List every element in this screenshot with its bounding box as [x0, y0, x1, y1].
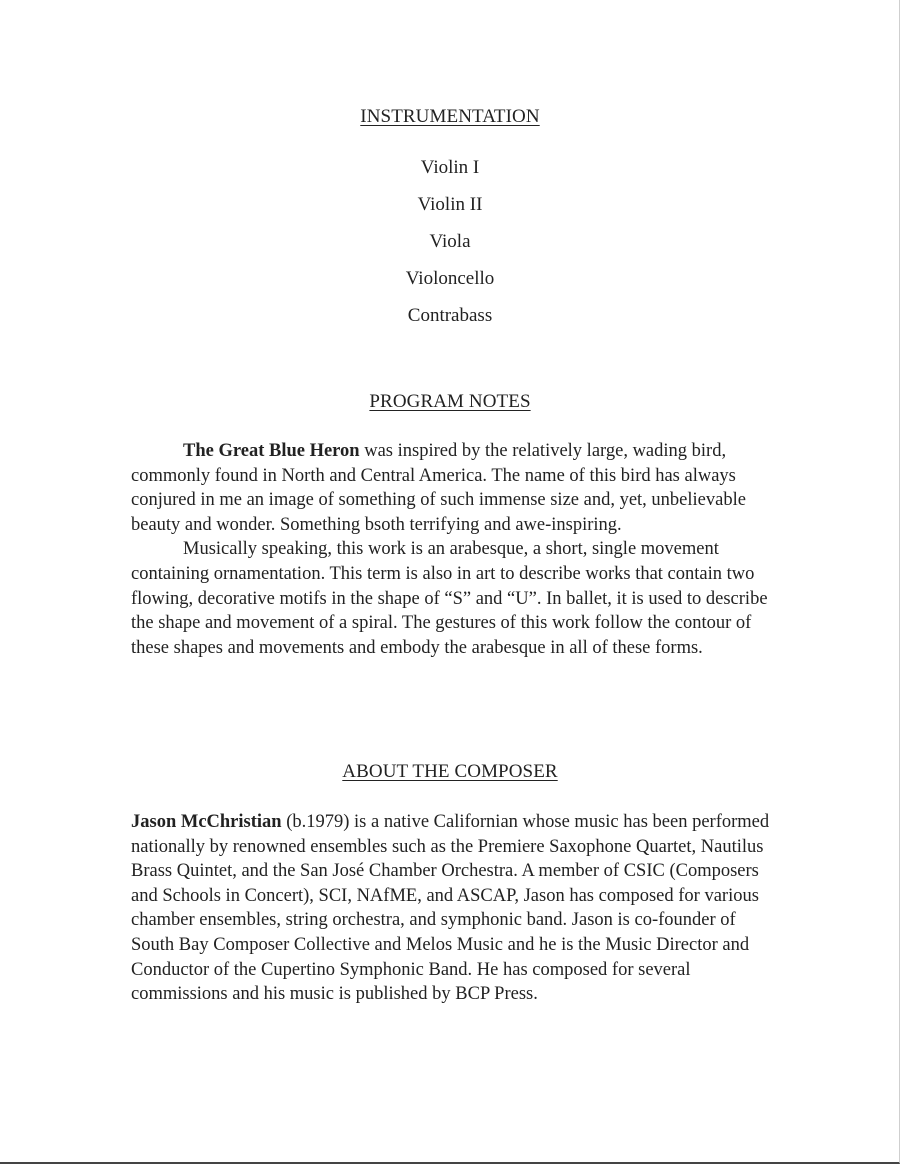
- program-notes-body: [131, 439, 771, 660]
- instrument-item: Contrabass: [407, 305, 493, 326]
- instrument-item: Violoncello: [405, 268, 495, 289]
- composer-name: Jason McChristian: [131, 812, 282, 832]
- work-title: The Great Blue Heron: [183, 441, 360, 461]
- instrument-item: Violin II: [417, 194, 483, 215]
- instrument-item: Violin I: [420, 157, 480, 178]
- program-notes-paragraph-2: Musically speaking, this work is an arabesque, a short, single movement containing ornamentation. This term is also in art to describe works that contain two flowing, decorative motifs in the shape of “S” and “U”. In ballet, it is used to describe the shape and movement of a spiral. The gestures of this work follow the contour of these shapes and movements and embody the arabesque in all of these forms.: [131, 539, 768, 658]
- instrument-item: Viola: [429, 231, 471, 252]
- composer-bio-paragraph: [131, 810, 771, 1007]
- instrument-list: [0, 156, 900, 341]
- program-notes-heading: PROGRAM NOTES: [369, 391, 531, 412]
- about-composer-heading: ABOUT THE COMPOSER: [342, 761, 558, 782]
- instrumentation-heading: INSTRUMENTATION: [360, 106, 540, 127]
- program-notes-paragraph-1: [131, 439, 771, 537]
- about-composer-body: [131, 810, 771, 1007]
- paragraph-text: was inspired by the relatively large, wading bird, commonly found in North and Central America. The name of this bird has always conjured in me an image of something of such immense size and, yet, unbelievable beauty and wonder. Something bsoth terrifying and awe-inspiring.: [131, 441, 746, 535]
- bio-text: (b.1979) is a native Californian whose music has been performed nationally by renowned ensembles such as the Premiere Saxophone Quartet, Nautilus Brass Quintet, and the San José Chamber Orchestra. A member of CSIC (Composers and Schools in Concert), SCI, NAfME, and ASCAP, Jason has composed for various chamber ensembles, string orchestra, and symphonic band. Jason is co-founder of South Bay Composer Collective and Melos Music and he is the Music Director and Conductor of the Cupertino Symphonic Band. He has composed for several commissions and his music is published by BCP Press.: [131, 812, 770, 1005]
